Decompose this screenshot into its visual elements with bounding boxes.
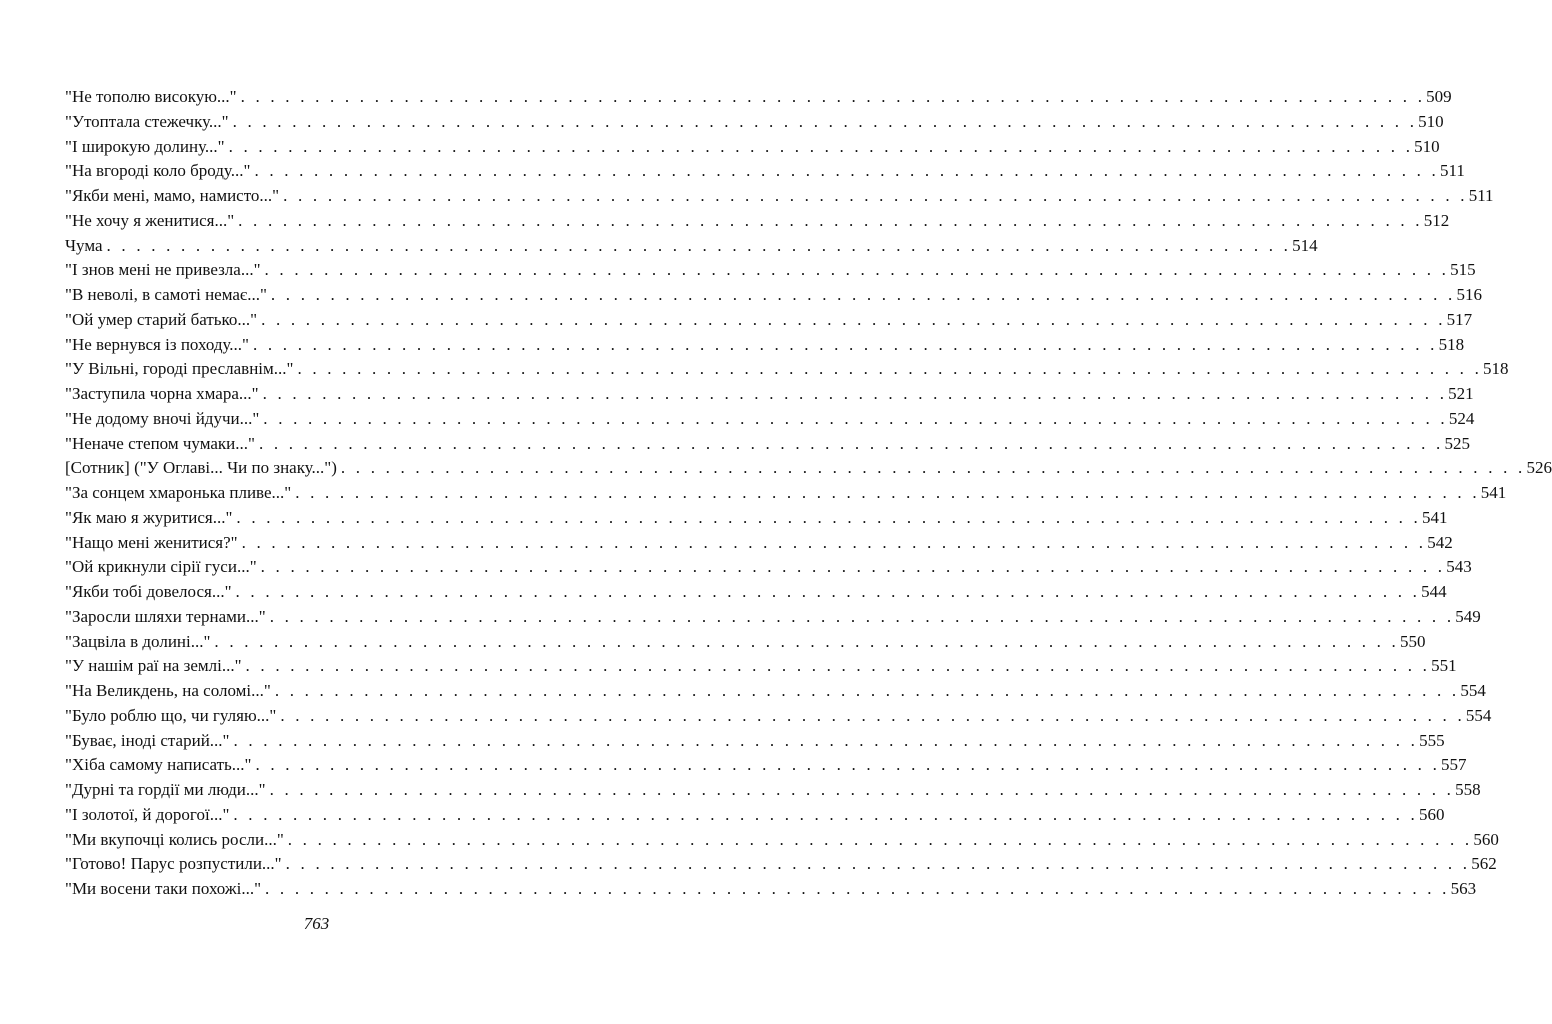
- toc-entry-title: "На Великдень, на соломі...": [65, 681, 271, 700]
- toc-entry-page: 511: [1468, 186, 1494, 205]
- dot-leader: . . . . . . . . . . . . . . . . . . . . . . . . . . . . . . . . . . . . . . . . . . . . . . . . . . . . . . . . . . . . . . . . . . . . . . . . . . . . . . . .: [287, 829, 1473, 849]
- dot-leader: . . . . . . . . . . . . . . . . . . . . . . . . . . . . . . . . . . . . . . . . . . . . . . . . . . . . . . . . . . . . . . . . . . . . . . . . . . . . . . . .: [280, 705, 1465, 725]
- toc-entry-title: "Готово! Парус розпустили...": [65, 854, 282, 874]
- toc-entry-page: 524: [1448, 408, 1475, 428]
- dot-leader: . . . . . . . . . . . . . . . . . . . . . . . . . . . . . . . . . . . . . . . . . . . . . . . . . . . . . . . . . . . . . . . . . . . . . . . . . . . . . . . .: [233, 804, 1418, 824]
- toc-entry: [65, 778, 1481, 803]
- toc-entry-title: "Не додому вночі йдучи...": [65, 408, 260, 428]
- toc-entry: [65, 159, 1465, 184]
- toc-entry-page: 512: [1423, 210, 1450, 230]
- dot-leader: . . . . . . . . . . . . . . . . . . . . . . . . . . . . . . . . . . . . . . . . . . . . . . . . . . . . . . . . . . . . . . . . . . . . . . . . . . . . . . . .: [232, 111, 1418, 131]
- dot-leader: . . . . . . . . . . . . . . . . . . . . . . . . . . . . . . . . . . . . . . . . . . . . . . . . . . . . . . . . . . . . . . . . . . . . . . . . . . . . . . . .: [241, 532, 1427, 552]
- toc-entry-page: 541: [1421, 507, 1448, 527]
- dot-leader: . . . . . . . . . . . . . . . . . . . . . . . . . . . . . . . . . . . . . . . . . . . . . . . . . . . . . . . . . . . . . . . . . . . . . . . . . . . . . . . .: [270, 285, 1456, 304]
- toc-entry-title: "Нащо мені женитися?": [65, 532, 238, 552]
- toc-entry-page: 521: [1448, 384, 1474, 403]
- page-number: 763: [303, 914, 330, 933]
- toc-entry-page: 525: [1444, 433, 1470, 453]
- toc-entry-title: "Якби мені, мамо, намисто...": [65, 186, 280, 205]
- toc-entry: [65, 258, 1476, 283]
- toc-entry-title: "Утоптала стежечку...": [65, 111, 229, 131]
- toc-entry-page: 544: [1421, 582, 1447, 601]
- toc-entry-title: "І золотої, й дорогої...": [65, 804, 230, 824]
- dot-leader: . . . . . . . . . . . . . . . . . . . . . . . . . . . . . . . . . . . . . . . . . . . . . . . . . . . . . . . . . . . . . . . . . . . . . . . . . . . . . . . .: [274, 681, 1460, 700]
- dot-leader: . . . . . . . . . . . . . . . . . . . . . . . . . . . . . . . . . . . . . . . . . . . . . . . . . . . . . . . . . . . . . . . . . . . . . . . . . . . . . . . .: [262, 384, 1448, 403]
- toc-entry-title: "І знов мені не привезла...": [65, 260, 261, 280]
- toc-entry-page: 554: [1460, 681, 1486, 700]
- toc-entry: [65, 679, 1486, 704]
- toc-entry-page: 515: [1450, 260, 1476, 280]
- toc-entry-page: 554: [1465, 705, 1492, 725]
- toc-entry-title: "Заросли шляхи тернами...": [65, 606, 266, 626]
- toc-entry-title: "Неначе степом чумаки...": [65, 433, 255, 453]
- toc-entry-page: 562: [1471, 854, 1497, 874]
- toc-entry: [65, 135, 1440, 160]
- toc-entry-page: 557: [1441, 755, 1467, 775]
- toc-entry-page: 541: [1480, 483, 1507, 502]
- toc-entry-page: 560: [1418, 804, 1445, 824]
- toc-entry-title: "Не тополю високую...": [65, 87, 237, 106]
- toc-entry-title: "І широкую долину...": [65, 136, 225, 156]
- toc-entry-title: "Не вернувся із походу...": [65, 334, 249, 354]
- toc-entry-page: 516: [1456, 285, 1482, 304]
- toc-entry: [65, 828, 1499, 853]
- toc-entry: [65, 877, 1477, 902]
- toc-entry-title: "Було роблю що, чи гуляю...": [65, 705, 277, 725]
- toc-entry-page: 514: [1292, 235, 1318, 255]
- toc-entry-page: 558: [1455, 780, 1481, 799]
- toc-entry-title: "Зацвіла в долині...": [65, 631, 211, 651]
- toc-entry: [65, 531, 1453, 556]
- toc-entry: [65, 432, 1470, 457]
- toc-entry-title: "Ми вкупочці колись росли...": [65, 829, 284, 849]
- toc-entry-title: "У Вільні, городі преславнім...": [65, 359, 294, 379]
- toc-entry: [65, 333, 1465, 358]
- toc-entry-title: "Не хочу я женитися...": [65, 210, 235, 230]
- dot-leader: . . . . . . . . . . . . . . . . . . . . . . . . . . . . . . . . . . . . . . . . . . . . . . . . . . . . . . . . . . . . . . . . . . . . . . . . . . . . . . . .: [263, 408, 1448, 428]
- toc-entry: [65, 704, 1492, 729]
- dot-leader: . . . . . . . . . . . . . . . . . . . . . . . . . . . . . . . . . . . . . . . . . . . . . . . . . . . . . . . . . . . . . . . . . . . . . . . . . . . . . . . .: [340, 458, 1526, 478]
- toc-entry-title: [Сотник] ("У Оглаві... Чи по знаку..."): [65, 458, 337, 478]
- dot-leader: . . . . . . . . . . . . . . . . . . . . . . . . . . . . . . . . . . . . . . . . . . . . . . . . . . . . . . . . . . . . . . . . . . . . . . . . . . . . . . . .: [255, 755, 1441, 775]
- toc-entry-title: "Ой умер старий батько...": [65, 309, 258, 329]
- dot-leader: . . . . . . . . . . . . . . . . . . . . . . . . . . . . . . . . . . . . . . . . . . . . . . . . . . . . . . . . . . . . . . . . . . . . . . . . . . . . . . . .: [283, 186, 1468, 205]
- toc-entry-page: 563: [1450, 879, 1477, 898]
- dot-leader: . . . . . . . . . . . . . . . . . . . . . . . . . . . . . . . . . . . . . . . . . . . . . . . . . . . . . . . . . . . . . . . . . . . . . . . . . . . . . . . .: [258, 433, 1444, 453]
- toc-entry-page: 517: [1446, 309, 1473, 329]
- toc-entry: [65, 283, 1482, 308]
- toc-entry-page: 549: [1455, 606, 1481, 626]
- toc-entry-title: "У нашім раї на землі...": [65, 656, 242, 676]
- dot-leader: . . . . . . . . . . . . . . . . . . . . . . . . . . . . . . . . . . . . . . . . . . . . . . . . . . . . . . . . . . . . . . . . . . . . . . . . . . . . . . . .: [106, 235, 1292, 255]
- toc-entry: [65, 580, 1447, 605]
- toc-entry: [65, 308, 1473, 333]
- toc-entry: [65, 803, 1445, 828]
- dot-leader: . . . . . . . . . . . . . . . . . . . . . . . . . . . . . . . . . . . . . . . . . . . . . . . . . . . . . . . . . . . . . . . . . . . . . . . . . . . . . . . .: [236, 507, 1421, 527]
- toc-entry: [65, 729, 1445, 754]
- toc-entry: [65, 481, 1507, 506]
- toc-entry-page: 511: [1440, 161, 1465, 181]
- toc-entry-page: 518: [1438, 334, 1465, 354]
- toc-entry: [65, 506, 1448, 531]
- dot-leader: . . . . . . . . . . . . . . . . . . . . . . . . . . . . . . . . . . . . . . . . . . . . . . . . . . . . . . . . . . . . . . . . . . . . . . . . . . . . . . . .: [240, 87, 1426, 106]
- toc-entry-page: 543: [1446, 557, 1472, 577]
- toc-entry-page: 550: [1399, 631, 1426, 651]
- toc-entry-title: "Заступила чорна хмара...": [65, 384, 259, 403]
- toc-entry: [65, 184, 1494, 209]
- toc-entry-page: 509: [1426, 87, 1452, 106]
- toc-entry-page: 542: [1427, 532, 1453, 552]
- toc-entry-title: Чума: [65, 235, 103, 255]
- toc-entry-title: "В неволі, в самоті немає...": [65, 285, 267, 304]
- dot-leader: . . . . . . . . . . . . . . . . . . . . . . . . . . . . . . . . . . . . . . . . . . . . . . . . . . . . . . . . . . . . . . . . . . . . . . . . . . . . . . . .: [285, 854, 1471, 874]
- dot-leader: . . . . . . . . . . . . . . . . . . . . . . . . . . . . . . . . . . . . . . . . . . . . . . . . . . . . . . . . . . . . . . . . . . . . . . . . . . . . . . . .: [238, 210, 1423, 230]
- toc-entry-title: "Ми восени таки похожі...": [65, 879, 262, 898]
- toc-entry-page: 551: [1431, 656, 1457, 676]
- toc-entry-title: "Як маю я журитися...": [65, 507, 233, 527]
- dot-leader: . . . . . . . . . . . . . . . . . . . . . . . . . . . . . . . . . . . . . . . . . . . . . . . . . . . . . . . . . . . . . . . . . . . . . . . . . . . . . . . .: [253, 334, 1438, 354]
- toc-entry-page: 510: [1418, 111, 1444, 131]
- toc-entry: [65, 605, 1481, 630]
- toc-entry: [65, 630, 1426, 655]
- dot-leader: . . . . . . . . . . . . . . . . . . . . . . . . . . . . . . . . . . . . . . . . . . . . . . . . . . . . . . . . . . . . . . . . . . . . . . . . . . . . . . . .: [245, 656, 1431, 676]
- toc-entry: [65, 209, 1450, 234]
- toc-entry: [65, 753, 1467, 778]
- toc-entry-title: "Якби тобі довелося...": [65, 582, 232, 601]
- toc-entry-title: "За сонцем хмаронька пливе...": [65, 483, 292, 502]
- dot-leader: . . . . . . . . . . . . . . . . . . . . . . . . . . . . . . . . . . . . . . . . . . . . . . . . . . . . . . . . . . . . . . . . . . . . . . . . . . . . . . . .: [269, 606, 1455, 626]
- toc-entry-page: 560: [1473, 829, 1499, 849]
- toc-entry-title: "На вгороді коло броду...": [65, 161, 251, 181]
- dot-leader: . . . . . . . . . . . . . . . . . . . . . . . . . . . . . . . . . . . . . . . . . . . . . . . . . . . . . . . . . . . . . . . . . . . . . . . . . . . . . . . .: [254, 161, 1439, 181]
- toc-entry-title: "Дурні та гордії ми люди...": [65, 780, 266, 799]
- toc-entry-page: 526: [1526, 458, 1552, 478]
- dot-leader: . . . . . . . . . . . . . . . . . . . . . . . . . . . . . . . . . . . . . . . . . . . . . . . . . . . . . . . . . . . . . . . . . . . . . . . . . . . . . . . .: [233, 730, 1419, 750]
- toc-entry-title: "Хіба самому написать...": [65, 755, 252, 775]
- toc-entry: [65, 654, 1457, 679]
- dot-leader: . . . . . . . . . . . . . . . . . . . . . . . . . . . . . . . . . . . . . . . . . . . . . . . . . . . . . . . . . . . . . . . . . . . . . . . . . . . . . . . .: [228, 136, 1414, 156]
- dot-leader: . . . . . . . . . . . . . . . . . . . . . . . . . . . . . . . . . . . . . . . . . . . . . . . . . . . . . . . . . . . . . . . . . . . . . . . . . . . . . . . .: [261, 309, 1446, 329]
- toc-entry: [65, 357, 1509, 382]
- toc-entry-page: 555: [1419, 730, 1445, 750]
- toc-entry: [65, 852, 1497, 877]
- toc-entry-title: "Буває, іноді старий...": [65, 730, 230, 750]
- dot-leader: . . . . . . . . . . . . . . . . . . . . . . . . . . . . . . . . . . . . . . . . . . . . . . . . . . . . . . . . . . . . . . . . . . . . . . . . . . . . . . . .: [265, 879, 1450, 898]
- toc-entry: [65, 85, 1452, 110]
- toc-entry: [65, 456, 1552, 481]
- toc-entry-page: 518: [1483, 359, 1509, 379]
- toc-entry: [65, 407, 1475, 432]
- dot-leader: . . . . . . . . . . . . . . . . . . . . . . . . . . . . . . . . . . . . . . . . . . . . . . . . . . . . . . . . . . . . . . . . . . . . . . . . . . . . . . . .: [214, 631, 1399, 651]
- dot-leader: . . . . . . . . . . . . . . . . . . . . . . . . . . . . . . . . . . . . . . . . . . . . . . . . . . . . . . . . . . . . . . . . . . . . . . . . . . . . . . . .: [295, 483, 1480, 502]
- toc-entry-title: "Ой крикнули сірії гуси...": [65, 557, 257, 577]
- table-of-contents: [65, 85, 1552, 902]
- toc-entry: [65, 110, 1444, 135]
- dot-leader: . . . . . . . . . . . . . . . . . . . . . . . . . . . . . . . . . . . . . . . . . . . . . . . . . . . . . . . . . . . . . . . . . . . . . . . . . . . . . . . .: [235, 582, 1421, 601]
- dot-leader: . . . . . . . . . . . . . . . . . . . . . . . . . . . . . . . . . . . . . . . . . . . . . . . . . . . . . . . . . . . . . . . . . . . . . . . . . . . . . . . .: [269, 780, 1455, 799]
- dot-leader: . . . . . . . . . . . . . . . . . . . . . . . . . . . . . . . . . . . . . . . . . . . . . . . . . . . . . . . . . . . . . . . . . . . . . . . . . . . . . . . .: [297, 359, 1483, 379]
- toc-entry: [65, 382, 1474, 407]
- toc-entry: [65, 555, 1472, 580]
- dot-leader: . . . . . . . . . . . . . . . . . . . . . . . . . . . . . . . . . . . . . . . . . . . . . . . . . . . . . . . . . . . . . . . . . . . . . . . . . . . . . . . .: [264, 260, 1450, 280]
- dot-leader: . . . . . . . . . . . . . . . . . . . . . . . . . . . . . . . . . . . . . . . . . . . . . . . . . . . . . . . . . . . . . . . . . . . . . . . . . . . . . . . .: [260, 557, 1446, 577]
- toc-entry: [65, 234, 1318, 259]
- toc-entry-page: 510: [1414, 136, 1440, 156]
